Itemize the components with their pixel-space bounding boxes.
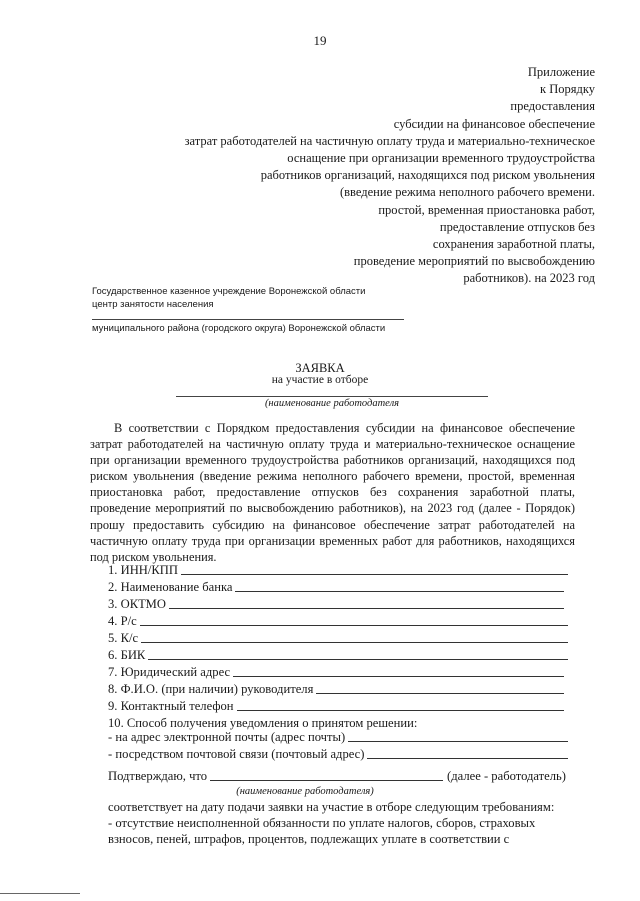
field-label: 7. Юридический адрес (108, 665, 231, 679)
confirm-text-1: соответствует на дату подачи заявки на участие в отборе следующим требованиям: (108, 800, 555, 814)
appendix-line: субсидии на финансовое обеспечение (393, 116, 595, 131)
fill-in-line (169, 608, 564, 609)
field-label: 8. Ф.И.О. (при наличии) руководителя (108, 682, 314, 696)
appendix-line: Приложение (527, 65, 595, 79)
appendix-line: сохранения заработной платы, (432, 237, 595, 252)
footer-divider (0, 893, 80, 894)
field-bik (108, 647, 568, 663)
field-label: 9. Контактный телефон (108, 699, 234, 713)
field-label: 2. Наименование банка (108, 580, 233, 594)
document-subtitle: на участие в отборе (271, 374, 369, 386)
appendix-line: работников организаций, находящихся под риском увольнения (260, 168, 595, 183)
field-label: 6. БИК (108, 648, 146, 662)
document-title: ЗАЯВКА (295, 361, 345, 375)
confirm-suffix: (далее - работодатель) (447, 769, 566, 783)
field-label: 5. К/с (108, 631, 139, 645)
fill-in-line (233, 676, 564, 677)
intro-paragraph (90, 420, 575, 565)
field-contact-phone (108, 698, 564, 714)
appendix-line: затрат работодателей на частичную оплату труда и материально-техническое (184, 133, 595, 148)
notification-heading: 10. Способ получения уведомления о принятом решении: (108, 716, 418, 730)
fill-in-line (140, 625, 568, 626)
fill-in-line (316, 693, 564, 694)
fill-in-line (237, 710, 564, 711)
fill-in-line (141, 642, 568, 643)
fill-in-line (367, 758, 568, 759)
employer-caption: (наименование работодателя (264, 398, 400, 409)
field-inn-kpp (108, 562, 568, 578)
appendix-line: (введение режима неполного рабочего времени. (339, 185, 595, 200)
field-corr-account (108, 630, 568, 646)
field-label: 4. Р/с (108, 614, 137, 628)
field-label: - на адрес электронной почты (адрес почты) (108, 730, 346, 744)
appendix-line: простой, временная приостановка работ, (378, 202, 595, 217)
institution-blank-line (92, 319, 404, 320)
field-legal-address (108, 664, 564, 680)
confirm-line (108, 768, 566, 784)
institution-line-3: муниципального района (городского округа) Воронежской области (92, 323, 386, 334)
intro-text: В соответствии с Порядком предоставления субсидии на финансовое обеспечение затрат работодателей на частичную оплату труда и материально-техническое оснащение при организации временного трудоустройства работников организаций, находящихся под риском увольнения (введение режима неполного рабочего времени, простой, временная приостановка работ, предоставление отпусков без сохранения заработной платы, проведение мероприятий по высвобождению работников), на 2023 год (далее - Порядок) прошу предоставить субсидию на финансовое обеспечение затрат работодателей на частичную оплату труда при организации временных работ для работников, находящихся под риском увольнения. (90, 421, 575, 564)
confirm-text-3: взносов, пеней, штрафов, процентов, подлежащих уплате в соответствии с (108, 832, 510, 846)
institution-line-1: Государственное казенное учреждение Воронежской области (92, 286, 366, 297)
fill-in-line (181, 574, 568, 575)
employer-fill-line (210, 780, 443, 781)
employer-name-line (176, 396, 488, 397)
field-label: 1. ИНН/КПП (108, 563, 178, 577)
notification-email (108, 729, 568, 745)
institution-line-2: центр занятости населения (92, 299, 214, 310)
appendix-header (135, 64, 595, 288)
field-bank-name (108, 579, 564, 595)
field-label: 3. ОКТМО (108, 597, 166, 611)
fill-in-line (235, 591, 564, 592)
field-director-name (108, 681, 564, 697)
confirm-text-2: - отсутствие неисполненной обязанности по уплате налогов, сборов, страховых (108, 816, 536, 830)
field-account (108, 613, 568, 629)
page-number: 19 (313, 33, 327, 48)
fill-in-line (348, 741, 568, 742)
notification-post (108, 746, 568, 762)
appendix-line: к Порядку (540, 82, 595, 97)
field-label: - посредством почтовой связи (почтовый адрес) (108, 747, 365, 761)
appendix-line: предоставление отпусков без (439, 219, 595, 234)
field-oktmo (108, 596, 564, 612)
appendix-line: оснащение при организации временного трудоустройства (287, 151, 595, 166)
appendix-line: проведение мероприятий по высвобождению (353, 254, 595, 269)
confirm-prefix: Подтверждаю, что (108, 769, 208, 783)
fill-in-line (148, 659, 568, 660)
appendix-line: предоставления (510, 99, 595, 114)
appendix-line: работников). на 2023 год (463, 271, 595, 286)
confirm-caption: (наименование работодателя) (236, 786, 374, 797)
